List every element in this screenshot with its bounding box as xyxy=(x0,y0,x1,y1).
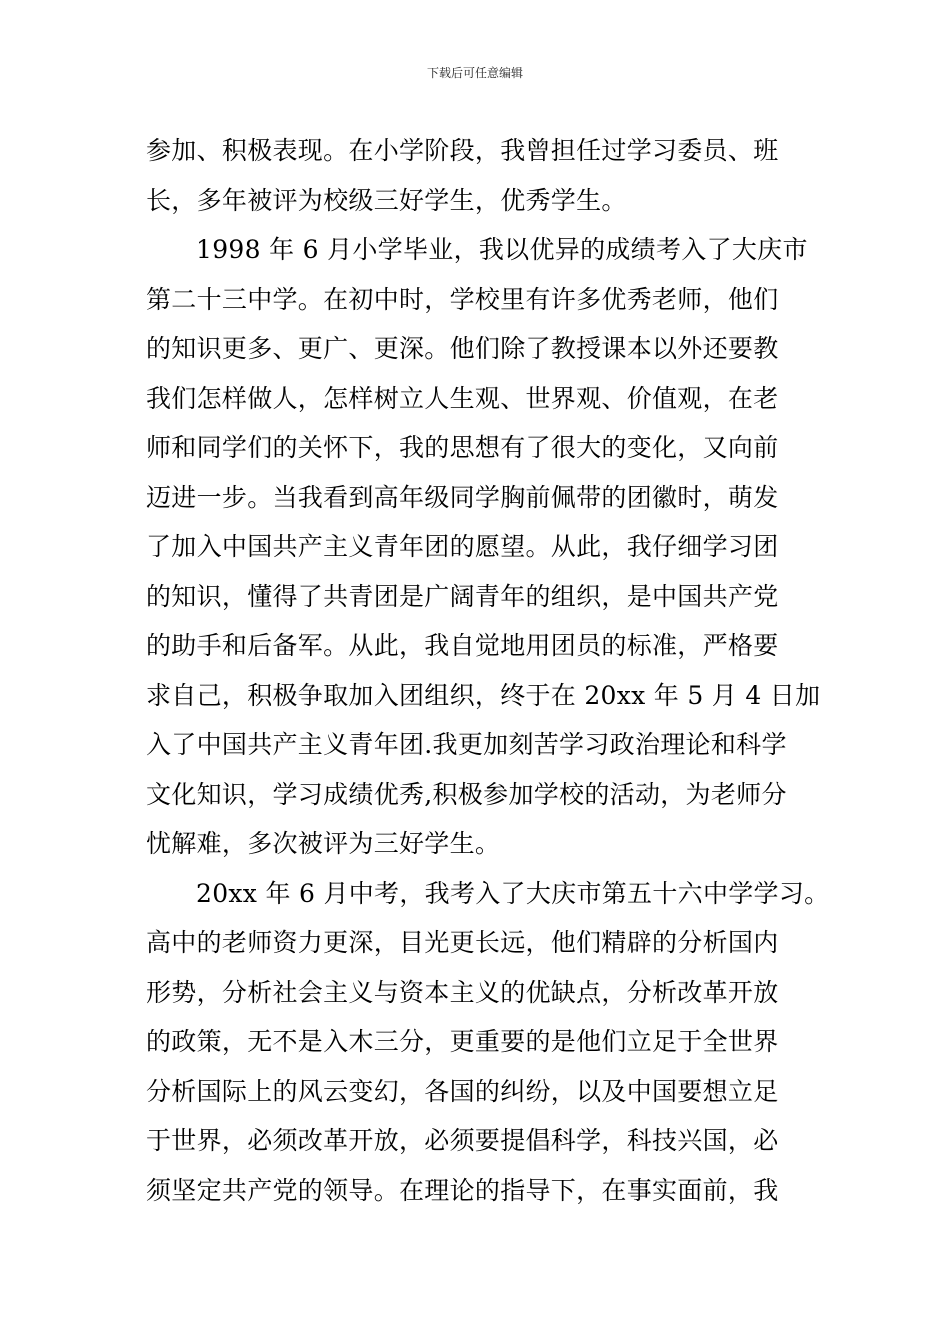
text-line: 须坚定共产党的领导。在理论的指导下，在事实面前，我 xyxy=(146,1175,779,1205)
text-line: 形势，分析社会主义与资本主义的优缺点，分析改革开放 xyxy=(146,977,779,1007)
text-line: 我们怎样做人，怎样树立人生观、世界观、价值观，在老 xyxy=(146,383,779,413)
text-line: 的知识，懂得了共青团是广阔青年的组织，是中国共产党 xyxy=(146,581,779,611)
page-header: 下载后可任意编辑 xyxy=(426,66,523,80)
text-line: 迈进一步。当我看到高年级同学胸前佩带的团徽时，萌发 xyxy=(146,482,779,512)
text-line: 20xx 年 6 月中考，我考入了大庆市第五十六中学学习。 xyxy=(196,878,830,908)
text-line: 分析国际上的风云变幻，各国的纠纷，以及中国要想立足 xyxy=(146,1076,779,1106)
text-line: 的政策，无不是入木三分，更重要的是他们立足于全世界 xyxy=(146,1027,779,1056)
document-body xyxy=(146,126,830,1215)
text-line: 求自己，积极争取加入团组织，终于在 20xx 年 5 月 4 日加 xyxy=(146,680,821,710)
text-line: 文化知识，学习成绩优秀,积极参加学校的活动，为老师分 xyxy=(146,779,787,809)
text-line: 师和同学们的关怀下，我的思想有了很大的变化，又向前 xyxy=(146,433,779,462)
text-line: 高中的老师资力更深，目光更长远，他们精辟的分析国内 xyxy=(146,928,779,957)
text-line: 的知识更多、更广、更深。他们除了教授课本以外还要教 xyxy=(146,334,779,363)
text-line: 忧解难，多次被评为三好学生。 xyxy=(146,829,501,858)
text-line: 长，多年被评为校级三好学生，优秀学生。 xyxy=(146,185,627,215)
text-line: 的助手和后备军。从此，我自觉地用团员的标准，严格要 xyxy=(146,631,779,660)
text-line: 于世界，必须改革开放，必须要提倡科学，科技兴国，必 xyxy=(146,1126,779,1155)
text-line: 参加、积极表现。在小学阶段，我曾担任过学习委员、班 xyxy=(146,136,779,165)
text-line: 入了中国共产主义青年团.我更加刻苦学习政治理论和科学 xyxy=(146,730,787,759)
text-line: 第二十三中学。在初中时，学校里有许多优秀老师，他们 xyxy=(146,284,779,314)
text-line: 1998 年 6 月小学毕业，我以优异的成绩考入了大庆市 xyxy=(196,235,808,264)
text-line: 了加入中国共产主义青年团的愿望。从此，我仔细学习团 xyxy=(146,532,779,561)
